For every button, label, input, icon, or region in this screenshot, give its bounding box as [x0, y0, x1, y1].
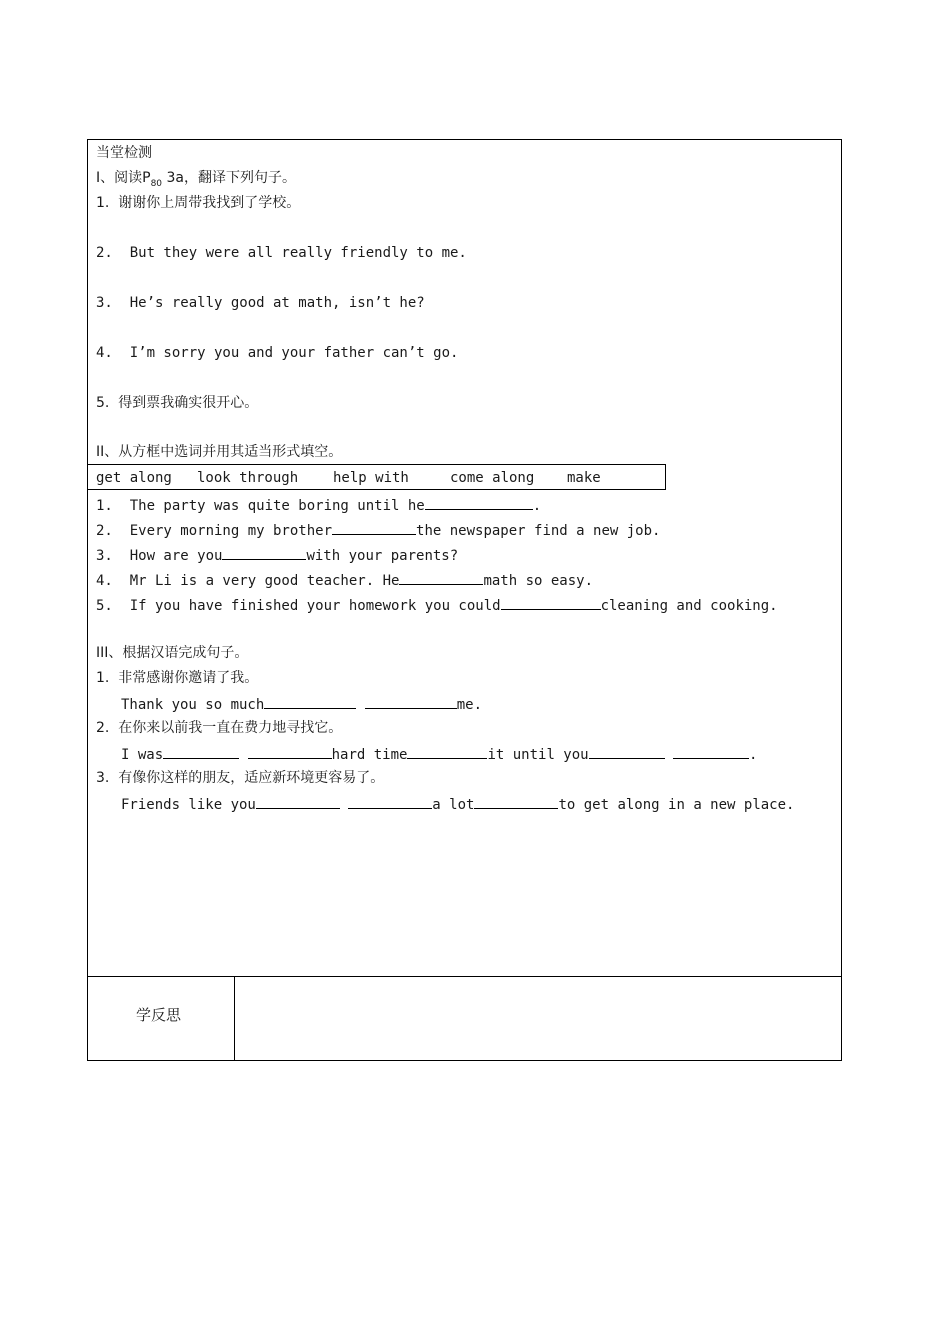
- part1-heading: I、阅读$P_{80}$ 3a，翻译下列句子。: [96, 170, 296, 189]
- reflection-divider: [88, 976, 841, 977]
- part3-q1-chinese: 1. 非常感谢你邀请了我。: [96, 670, 259, 686]
- answer-blank[interactable]: [673, 744, 749, 759]
- answer-blank[interactable]: [222, 545, 306, 560]
- answer-blank[interactable]: [264, 694, 356, 709]
- part3-q3-chinese: 3. 有像你这样的朋友，适应新环境更容易了。: [96, 770, 385, 786]
- part2-item-1: 1. The party was quite boring until he .: [96, 495, 541, 515]
- section-title: 当堂检测: [96, 145, 152, 161]
- part2-item-4: 4. Mr Li is a very good teacher. He math so easy.: [96, 570, 593, 590]
- part1-item-4: 4. I’m sorry you and your father can’t go.: [96, 345, 459, 361]
- part3-q1-english: Thank you so much me.: [121, 694, 482, 714]
- answer-blank[interactable]: [332, 520, 416, 535]
- answer-blank[interactable]: [348, 794, 432, 809]
- part2-item-5: 5. If you have finished your homework you could cleaning and cooking.: [96, 595, 778, 615]
- part2-item-3: 3. How are you with your parents?: [96, 545, 458, 565]
- part1-item-2: 2. But they were all really friendly to me.: [96, 245, 467, 261]
- answer-blank[interactable]: [256, 794, 340, 809]
- answer-blank[interactable]: [407, 744, 487, 759]
- answer-blank[interactable]: [425, 495, 533, 510]
- part1-item-5: 5. 得到票我确实很开心。: [96, 395, 259, 411]
- reflection-column-divider: [234, 976, 235, 1061]
- word-bank-help-with: help with: [333, 470, 409, 486]
- answer-blank[interactable]: [365, 694, 457, 709]
- part3-q2-chinese: 2. 在你来以前我一直在费力地寻找它。: [96, 720, 343, 736]
- part1-item-1: 1. 谢谢你上周带我找到了学校。: [96, 195, 301, 211]
- part3-heading: III、根据汉语完成句子。: [96, 645, 249, 661]
- answer-blank[interactable]: [399, 570, 483, 585]
- word-bank-come-along: come along: [450, 470, 535, 486]
- part2-heading: II、从方框中选词并用其适当形式填空。: [96, 444, 343, 460]
- answer-blank[interactable]: [501, 595, 601, 610]
- part2-item-2: 2. Every morning my brother the newspaper find a new job.: [96, 520, 660, 540]
- answer-blank[interactable]: [248, 744, 332, 759]
- answer-blank[interactable]: [474, 794, 558, 809]
- answer-blank[interactable]: [589, 744, 665, 759]
- part3-q3-english: Friends like you a lot to get along in a new place.: [121, 794, 794, 814]
- part3-q2-english: I was hard time it until you .: [121, 744, 757, 764]
- word-bank-look-through: look through: [197, 470, 299, 486]
- part1-item-3: 3. He’s really good at math, isn’t he?: [96, 295, 425, 311]
- word-bank-make: make: [567, 470, 601, 486]
- answer-blank[interactable]: [163, 744, 239, 759]
- word-bank-get-along: get along: [96, 470, 172, 486]
- reflection-label: 学反思: [136, 1006, 182, 1024]
